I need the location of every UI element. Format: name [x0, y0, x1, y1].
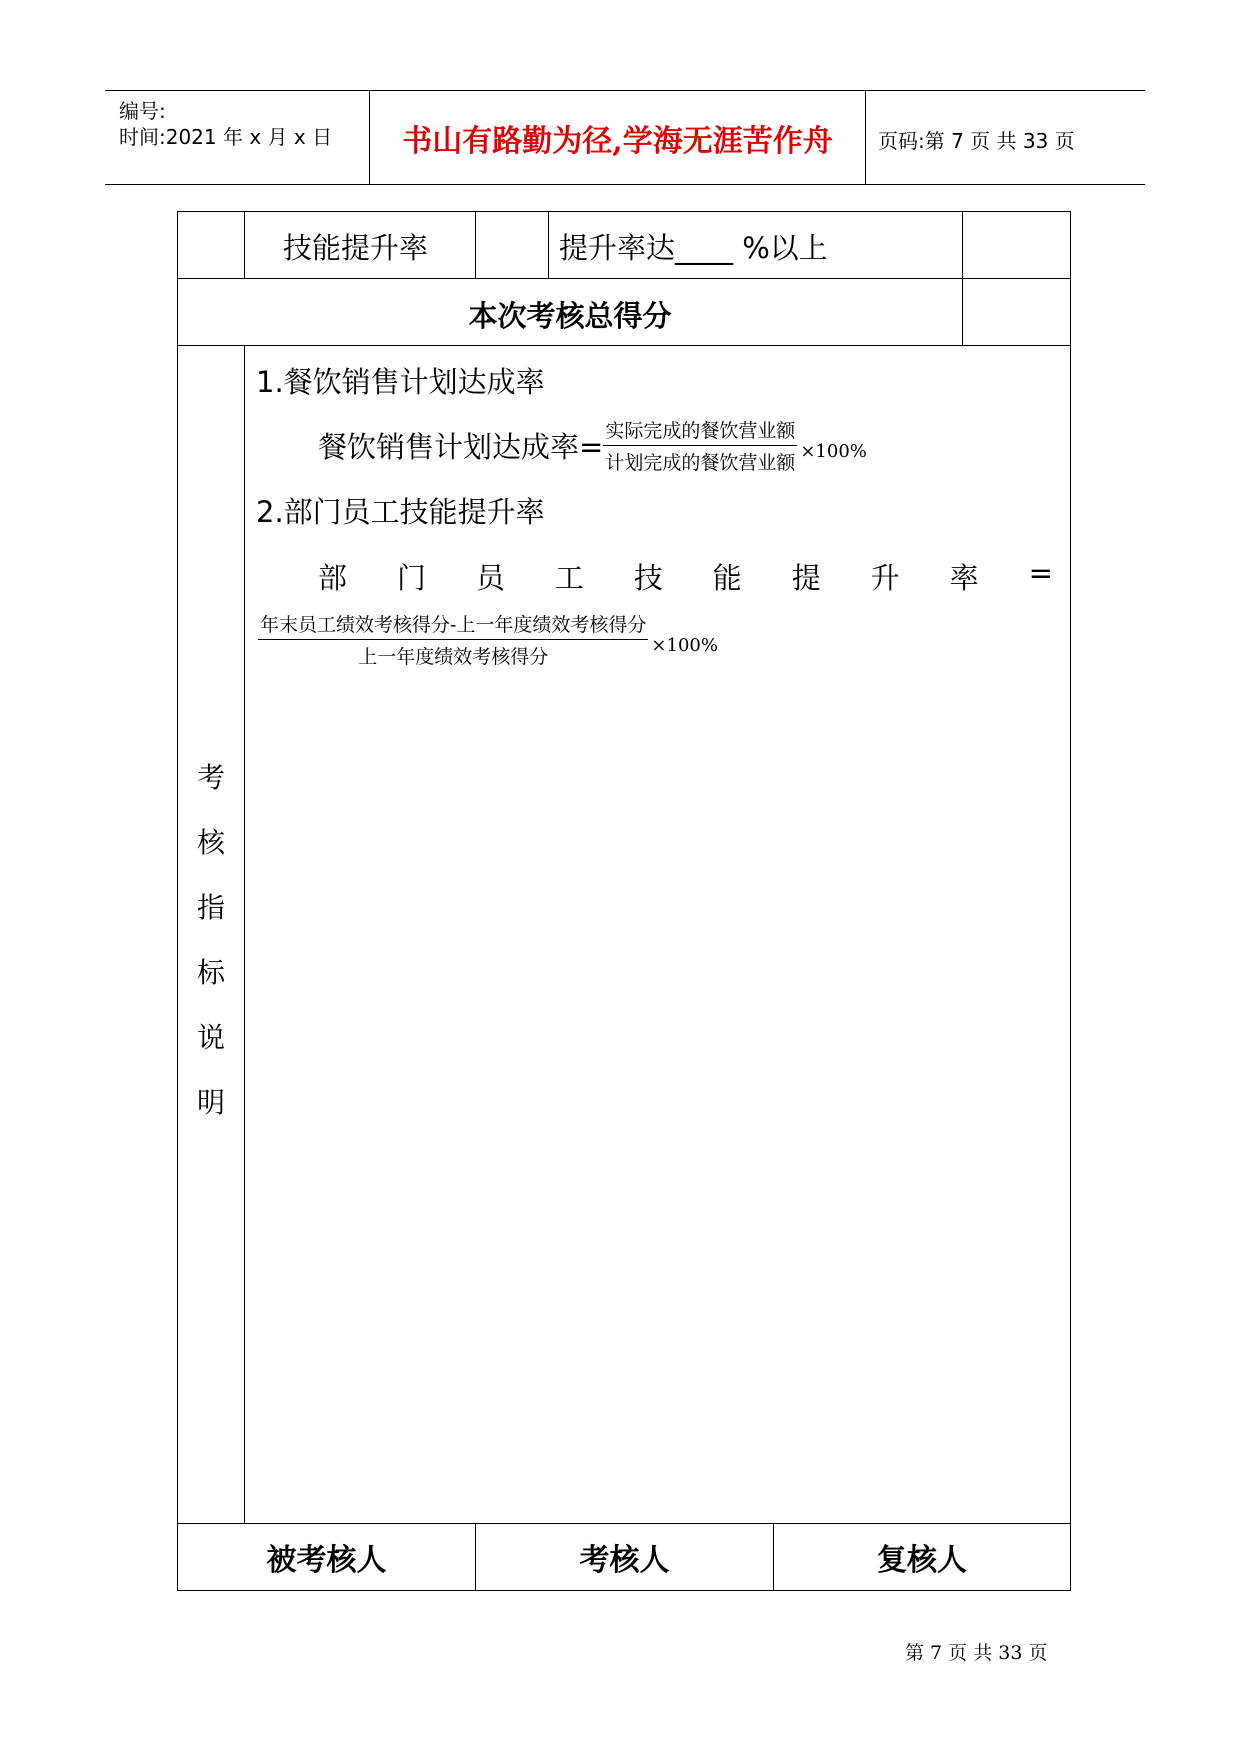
motto-text: 书山有路勤为径,学海无涯苦作舟 [402, 123, 833, 159]
reviewer-label: 复核人 [877, 1543, 967, 1578]
assessee-label: 被考核人 [266, 1543, 387, 1578]
page-header [105, 90, 1145, 185]
table-rule [177, 345, 1071, 346]
document-time-label: 时间:2021 年 x 月 x 日 [119, 125, 333, 149]
item2-numerator: 年末员工绩效考核得分-上一年度绩效考核得分 [258, 610, 648, 640]
header-page-indicator: 页码:第 7 页 共 33 页 [878, 129, 1075, 153]
document-number-label: 编号: [119, 99, 166, 123]
table-rule [962, 211, 963, 346]
item1-fraction [603, 416, 797, 475]
skill-improvement-item: 技能提升率 [283, 231, 429, 265]
table-rule [548, 211, 549, 279]
footer-page-number: 第 7 页 共 33 页 [905, 1642, 1048, 1664]
item1-formula-lhs: 餐饮销售计划达成率= [318, 430, 604, 464]
item2-lhs-char: 能 [712, 561, 742, 595]
item1-numerator: 实际完成的餐饮营业额 [603, 416, 797, 446]
item1-denominator: 计划完成的餐饮营业额 [605, 452, 796, 474]
item2-multiplier: ×100% [651, 635, 718, 656]
notes-label-char: 考 [196, 761, 225, 794]
item2-lhs-char: 员 [475, 561, 505, 595]
item2-denominator: 上一年度绩效考核得分 [358, 646, 549, 668]
table-border-bottom [177, 1590, 1071, 1591]
notes-vertical-label [178, 745, 244, 1135]
header-left-cell [105, 91, 370, 184]
header-right-cell [866, 91, 1145, 184]
notes-label-char: 说 [196, 1021, 225, 1054]
item1-multiplier: ×100% [800, 441, 867, 462]
item1-formula [318, 416, 867, 475]
notes-label-char: 核 [196, 826, 225, 859]
skill-improvement-target: 提升率达____ %以上 [559, 231, 828, 265]
header-middle-cell [370, 91, 866, 184]
item2-formula-lhs [318, 556, 1053, 597]
table-rule [475, 211, 476, 279]
table-border-right [1070, 211, 1071, 1591]
table-border-top [177, 211, 1071, 212]
item2-formula [258, 610, 718, 669]
item2-lhs-char: 门 [396, 561, 426, 595]
table-rule [177, 278, 1071, 279]
item2-lhs-char: 升 [870, 561, 900, 595]
notes-label-char: 指 [196, 891, 225, 924]
item2-title: 2.部门员工技能提升率 [256, 495, 545, 529]
notes-label-char: 标 [196, 956, 225, 989]
item2-lhs-char: 部 [318, 561, 348, 595]
item2-lhs-char: 率 [949, 561, 979, 595]
item2-lhs-char: 技 [633, 561, 663, 595]
table-rule [244, 345, 245, 1524]
table-rule [244, 211, 245, 279]
item2-fraction [258, 610, 648, 669]
notes-label-char: 明 [196, 1086, 225, 1119]
item2-lhs-char: 工 [554, 561, 584, 595]
item1-title: 1.餐饮销售计划达成率 [256, 365, 545, 399]
item2-lhs-char: 提 [791, 561, 821, 595]
assessor-label: 考核人 [579, 1543, 670, 1578]
item2-lhs-char: = [1028, 556, 1053, 590]
total-score-label: 本次考核总得分 [468, 299, 672, 333]
table-rule [177, 1523, 1071, 1524]
